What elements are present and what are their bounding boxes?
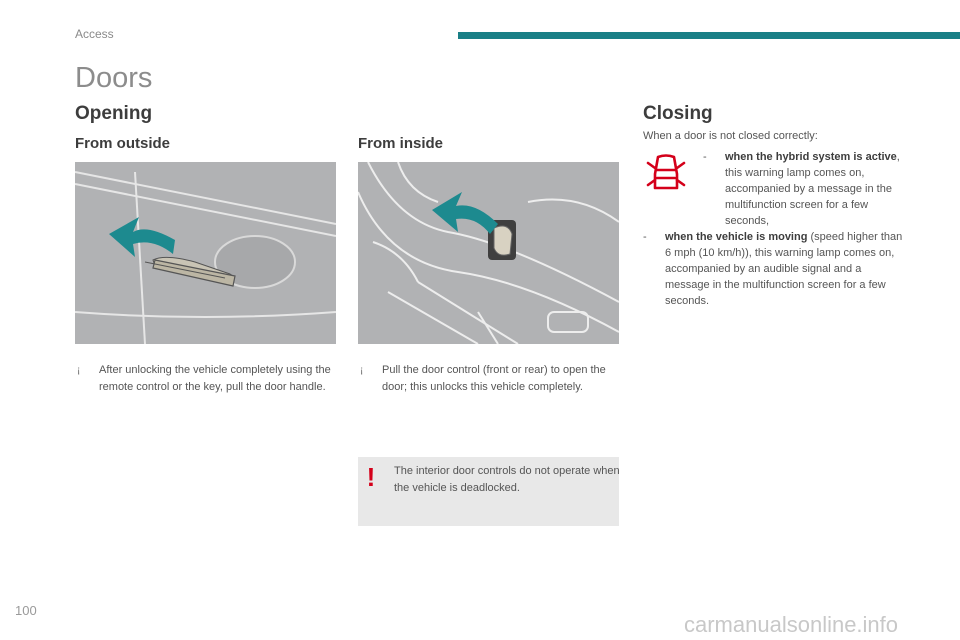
checkbox-bullet-icon: ¡: [360, 365, 364, 376]
closing-item-text: [725, 149, 907, 229]
list-dash: -: [703, 151, 707, 163]
list-dash: -: [643, 231, 647, 243]
deadlock-note-text: The interior door controls do not operate when the vehicle is deadlocked.: [394, 465, 620, 494]
watermark: carmanualsonline.info: [684, 612, 899, 637]
closing-item-rest: , this warning lamp comes on, accompanied by a message in the multifunction screen for a few seconds,: [725, 151, 900, 227]
outside-door-handle-illustration: [75, 162, 336, 344]
pull-arrow-icon: [432, 192, 498, 234]
deadlock-note: [358, 457, 619, 526]
closing-item-vehicle-moving: [643, 229, 913, 309]
inside-instruction: [360, 362, 622, 414]
page-title: Doors: [75, 62, 153, 94]
section-label: Access: [75, 27, 114, 41]
closing-heading: Closing: [643, 103, 713, 124]
closing-item-text: [665, 229, 905, 309]
outside-instruction: [77, 362, 339, 414]
closing-item-bold: when the hybrid system is active: [725, 151, 897, 163]
pull-arrow-icon: [109, 217, 175, 257]
closing-item-hybrid-active: [703, 149, 913, 229]
car-door-open-icon: [646, 154, 686, 194]
inside-instruction-text: Pull the door control (front or rear) to open the door; this unlocks this vehicle completely.: [382, 364, 606, 393]
inside-door-control-illustration: [358, 162, 619, 344]
from-inside-heading: From inside: [358, 135, 444, 152]
page-number: 100: [15, 603, 37, 618]
closing-intro: When a door is not closed correctly:: [643, 130, 818, 142]
opening-heading: Opening: [75, 103, 153, 124]
outside-instruction-text: After unlocking the vehicle completely using the remote control or the key, pull the door handle.: [99, 364, 331, 393]
from-outside-heading: From outside: [75, 135, 171, 152]
checkbox-bullet-icon: ¡: [77, 365, 81, 376]
header-accent-bar: [458, 32, 960, 39]
warning-exclamation-icon: !: [366, 462, 376, 492]
closing-item-bold: when the vehicle is moving: [665, 231, 808, 243]
closing-item-rest: (speed higher than 6 mph (10 km/h)), this warning lamp comes on, accompanied by an audible signal and a message in the multifunction screen for a few seconds.: [665, 231, 903, 307]
